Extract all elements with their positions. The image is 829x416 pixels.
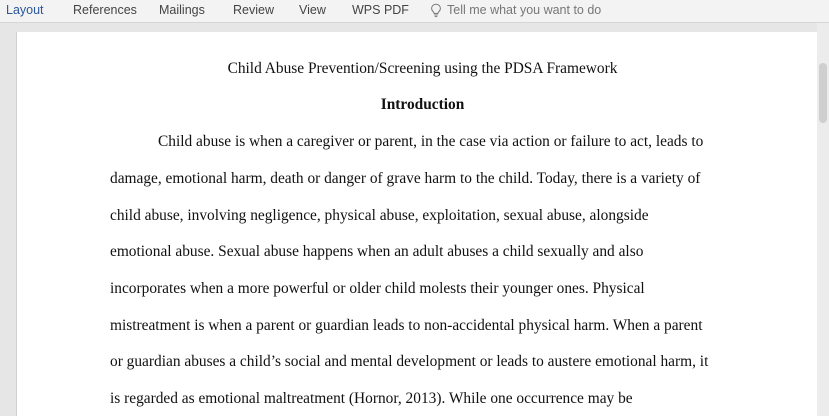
tab-references[interactable]: References (73, 3, 137, 17)
section-heading: Introduction (380, 96, 465, 113)
body-line: Child abuse is when a caregiver or parent, in the case via action or failure to act, leads to (158, 133, 704, 150)
tab-layout[interactable]: Layout (6, 3, 44, 17)
tab-review[interactable]: Review (233, 3, 274, 17)
tell-me-text: Tell me what you want to do (447, 3, 602, 17)
document-title: Child Abuse Prevention/Screening using the PDSA Framework (227, 60, 618, 77)
tab-wps-pdf[interactable]: WPS PDF (352, 3, 409, 17)
body-line: is regarded as emotional maltreatment (Hornor, 2013). While one occurrence may be (110, 390, 633, 407)
body-line: mistreatment is when a parent or guardian leads to non-accidental physical harm. When a parent (110, 317, 703, 334)
ribbon-tab-bar (0, 0, 829, 23)
body-line: incorporates when a more powerful or older child molests their younger ones. Physical (110, 280, 645, 297)
vertical-scrollbar[interactable] (817, 23, 829, 416)
tab-mailings[interactable]: Mailings (159, 3, 205, 17)
body-line: or guardian abuses a child’s social and mental development or leads to austere emotional harm, it (110, 353, 709, 370)
lightbulb-icon (429, 3, 443, 18)
tab-view[interactable]: View (299, 3, 326, 17)
body-line: emotional abuse. Sexual abuse happens when an adult abuses a child sexually and also (110, 243, 644, 260)
body-line: damage, emotional harm, death or danger of grave harm to the child. Today, there is a variety of (110, 170, 701, 187)
body-line: child abuse, involving negligence, physical abuse, exploitation, sexual abuse, alongside (110, 207, 649, 224)
